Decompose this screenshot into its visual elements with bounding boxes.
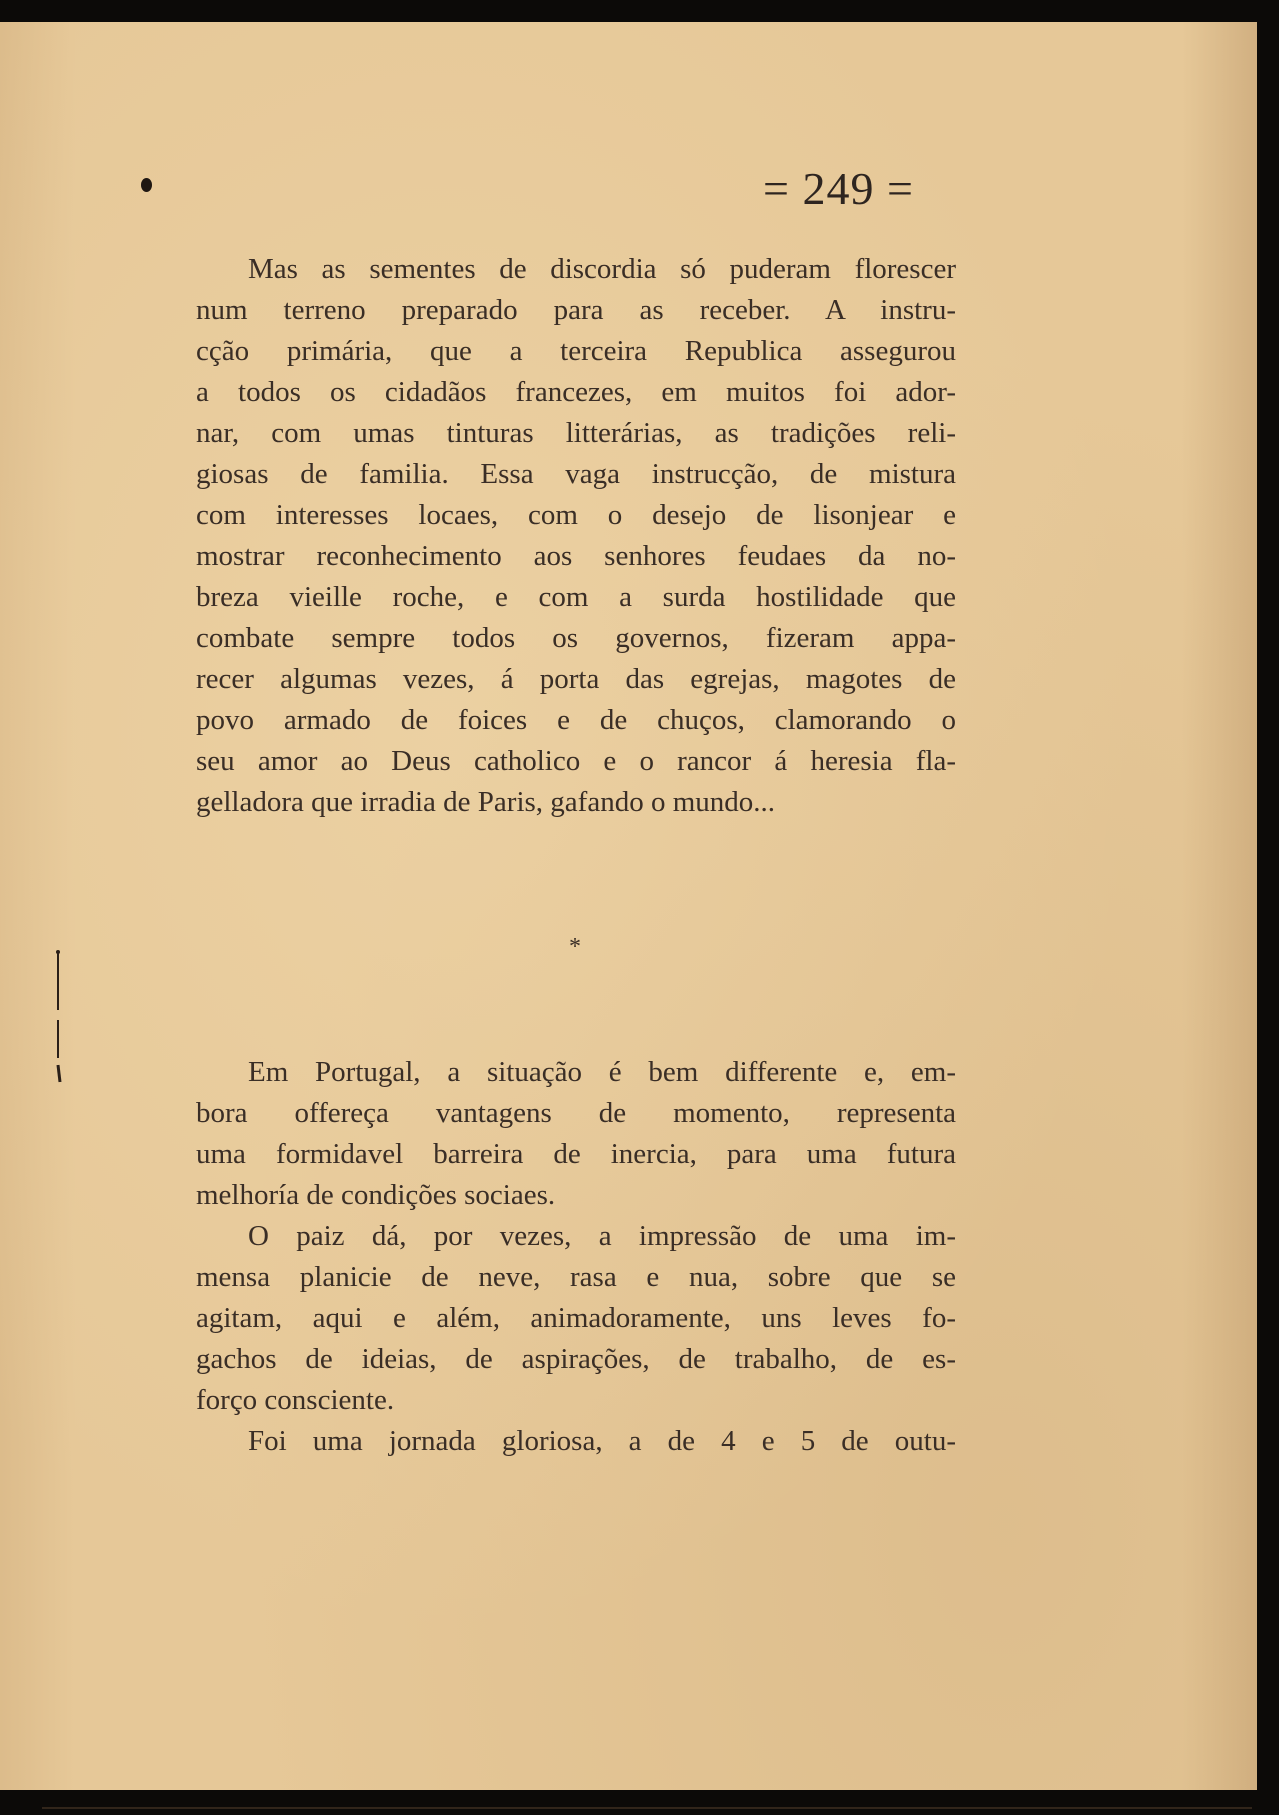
text-line: breza vieille roche, e com a surda hostilidade que bbox=[196, 581, 956, 613]
paragraph-4 bbox=[196, 1421, 956, 1462]
text-line: recer algumas vezes, á porta das egrejas, magotes de bbox=[196, 663, 956, 695]
text-line: mostrar reconhecimento aos senhores feudaes da no- bbox=[196, 540, 956, 572]
text-line: num terreno preparado para as receber. A instru- bbox=[196, 294, 956, 326]
text-line: melhoría de condições sociaes. bbox=[196, 1179, 556, 1211]
book-page bbox=[0, 22, 1257, 1790]
paragraph-1 bbox=[196, 249, 956, 823]
text-line: nar, com umas tinturas litterárias, as tradições reli- bbox=[196, 417, 956, 449]
text-line: uma formidavel barreira de inercia, para uma futura bbox=[196, 1138, 956, 1170]
page-bottom-edge bbox=[42, 1807, 1252, 1809]
text-line: agitam, aqui e além, animadoramente, uns leves fo- bbox=[196, 1302, 956, 1334]
text-line: gelladora que irradia de Paris, gafando o mundo... bbox=[196, 786, 776, 818]
text-line: Mas as sementes de discordia só puderam florescer bbox=[248, 253, 956, 285]
text-line: giosas de familia. Essa vaga instrucção, de mistura bbox=[196, 458, 956, 490]
paragraph-3 bbox=[196, 1216, 956, 1421]
text-line: gachos de ideias, de aspirações, de trabalho, de es- bbox=[196, 1343, 956, 1375]
text-line: a todos os cidadãos francezes, em muitos foi ador- bbox=[196, 376, 956, 408]
text-line: cção primária, que a terceira Republica assegurou bbox=[196, 335, 956, 367]
text-line: povo armado de foices e de chuços, clamorando o bbox=[196, 704, 956, 736]
ink-dot-mark bbox=[141, 178, 152, 192]
binding-stitch-mark bbox=[54, 950, 68, 1090]
text-line: seu amor ao Deus catholico e o rancor á heresia fla- bbox=[196, 745, 956, 777]
text-line: O paiz dá, por vezes, a impressão de uma im- bbox=[248, 1220, 956, 1252]
text-line: Em Portugal, a situação é bem differente e, em- bbox=[248, 1056, 956, 1088]
text-line: bora offereça vantagens de momento, representa bbox=[196, 1097, 956, 1129]
text-line: combate sempre todos os governos, fizeram appa- bbox=[196, 622, 956, 654]
page-number: = 249 = bbox=[763, 163, 914, 214]
paragraph-2 bbox=[196, 1052, 956, 1216]
text-line: forço consciente. bbox=[196, 1384, 395, 1416]
section-break-asterisk: * bbox=[569, 934, 581, 960]
text-line: Foi uma jornada gloriosa, a de 4 e 5 de outu- bbox=[248, 1425, 956, 1457]
text-line: com interesses locaes, com o desejo de lisonjear e bbox=[196, 499, 956, 531]
text-line: mensa planicie de neve, rasa e nua, sobre que se bbox=[196, 1261, 956, 1293]
